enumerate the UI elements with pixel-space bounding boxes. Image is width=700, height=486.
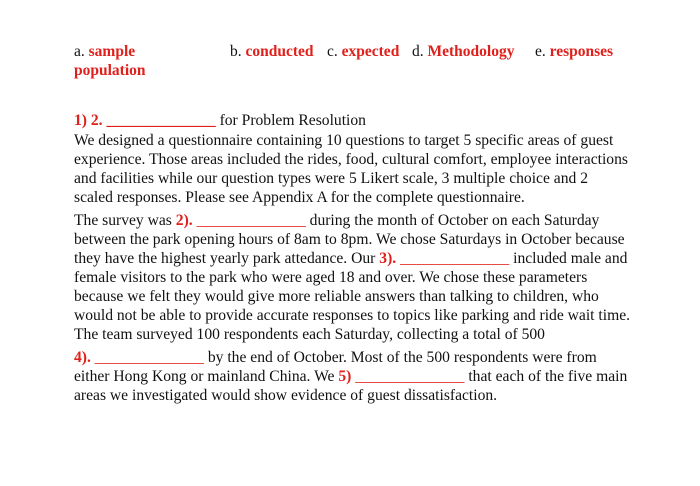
question-number: 2). <box>175 212 193 229</box>
paragraph-1: We designed a questionnaire containing 10 questions to target 5 specific areas of guest experience. Those areas included the rides, food, cultural comfort, employee interactions and facilities while our question types were 5 Likert scale, 3 multiple choice and 2 scaled responses. Please see Appendix A for the complete questionnaire. <box>74 132 628 206</box>
passage <box>74 111 630 409</box>
word-bank-letter: d. <box>412 43 424 60</box>
paragraph-3-text: that each of the five main areas we investigated would show evidence of guest dissatisfaction. <box>74 368 628 404</box>
section-heading <box>74 111 630 130</box>
word-bank-letter: b. <box>230 43 242 60</box>
word-bank-letter: e. <box>535 43 546 60</box>
answer-blank-2b[interactable]: ______________ <box>196 212 306 229</box>
word-bank-word: sample population <box>74 43 146 79</box>
question-number: 3). <box>379 250 397 267</box>
word-bank-item-a <box>74 42 164 80</box>
question-number: 5) <box>338 368 352 385</box>
paragraph-2-text: during the month of October on each Saturday between the park opening hours of 8am to 8pm. We chose Saturdays in October because they have the highest yearly park attedance. Our <box>74 212 625 267</box>
word-bank-word: expected <box>341 43 400 60</box>
word-bank-item-c <box>327 42 399 61</box>
answer-blank-4[interactable]: ______________ <box>94 349 204 366</box>
word-bank-item-d <box>412 42 514 61</box>
word-bank-letter: a. <box>74 43 85 60</box>
answer-blank-2[interactable]: ______________ <box>106 112 216 129</box>
paragraph-2-text: The survey was <box>74 212 172 229</box>
answer-blank-5[interactable]: ______________ <box>355 368 465 385</box>
word-bank-item-e <box>535 42 613 61</box>
paragraph-3-text: by the end of October. Most of the 500 respondents were from either Hong Kong or mainland China. We <box>74 349 597 385</box>
word-bank-word: responses <box>549 43 614 60</box>
word-bank-word: Methodology <box>427 43 515 60</box>
paragraph-2-text: included male and female visitors to the park who were aged 18 and over. We chose these parameters because we felt they would give more reliable answers than talking to children, who would not be able to provide accurate responses to topics like parking and ride wait time. The team surveyed 100 respondents each Saturday, collecting a total of 500 <box>74 250 631 343</box>
word-bank-item-b <box>230 42 314 61</box>
answer-blank-3[interactable]: ______________ <box>400 250 510 267</box>
word-bank-word: conducted <box>245 43 314 60</box>
paragraph-3 <box>74 348 630 405</box>
question-number: 1) 2. <box>74 112 103 129</box>
word-bank-letter: c. <box>327 43 338 60</box>
heading-text: for Problem Resolution <box>219 112 366 129</box>
question-number: 4). <box>74 349 91 366</box>
paragraph-2 <box>74 211 630 344</box>
